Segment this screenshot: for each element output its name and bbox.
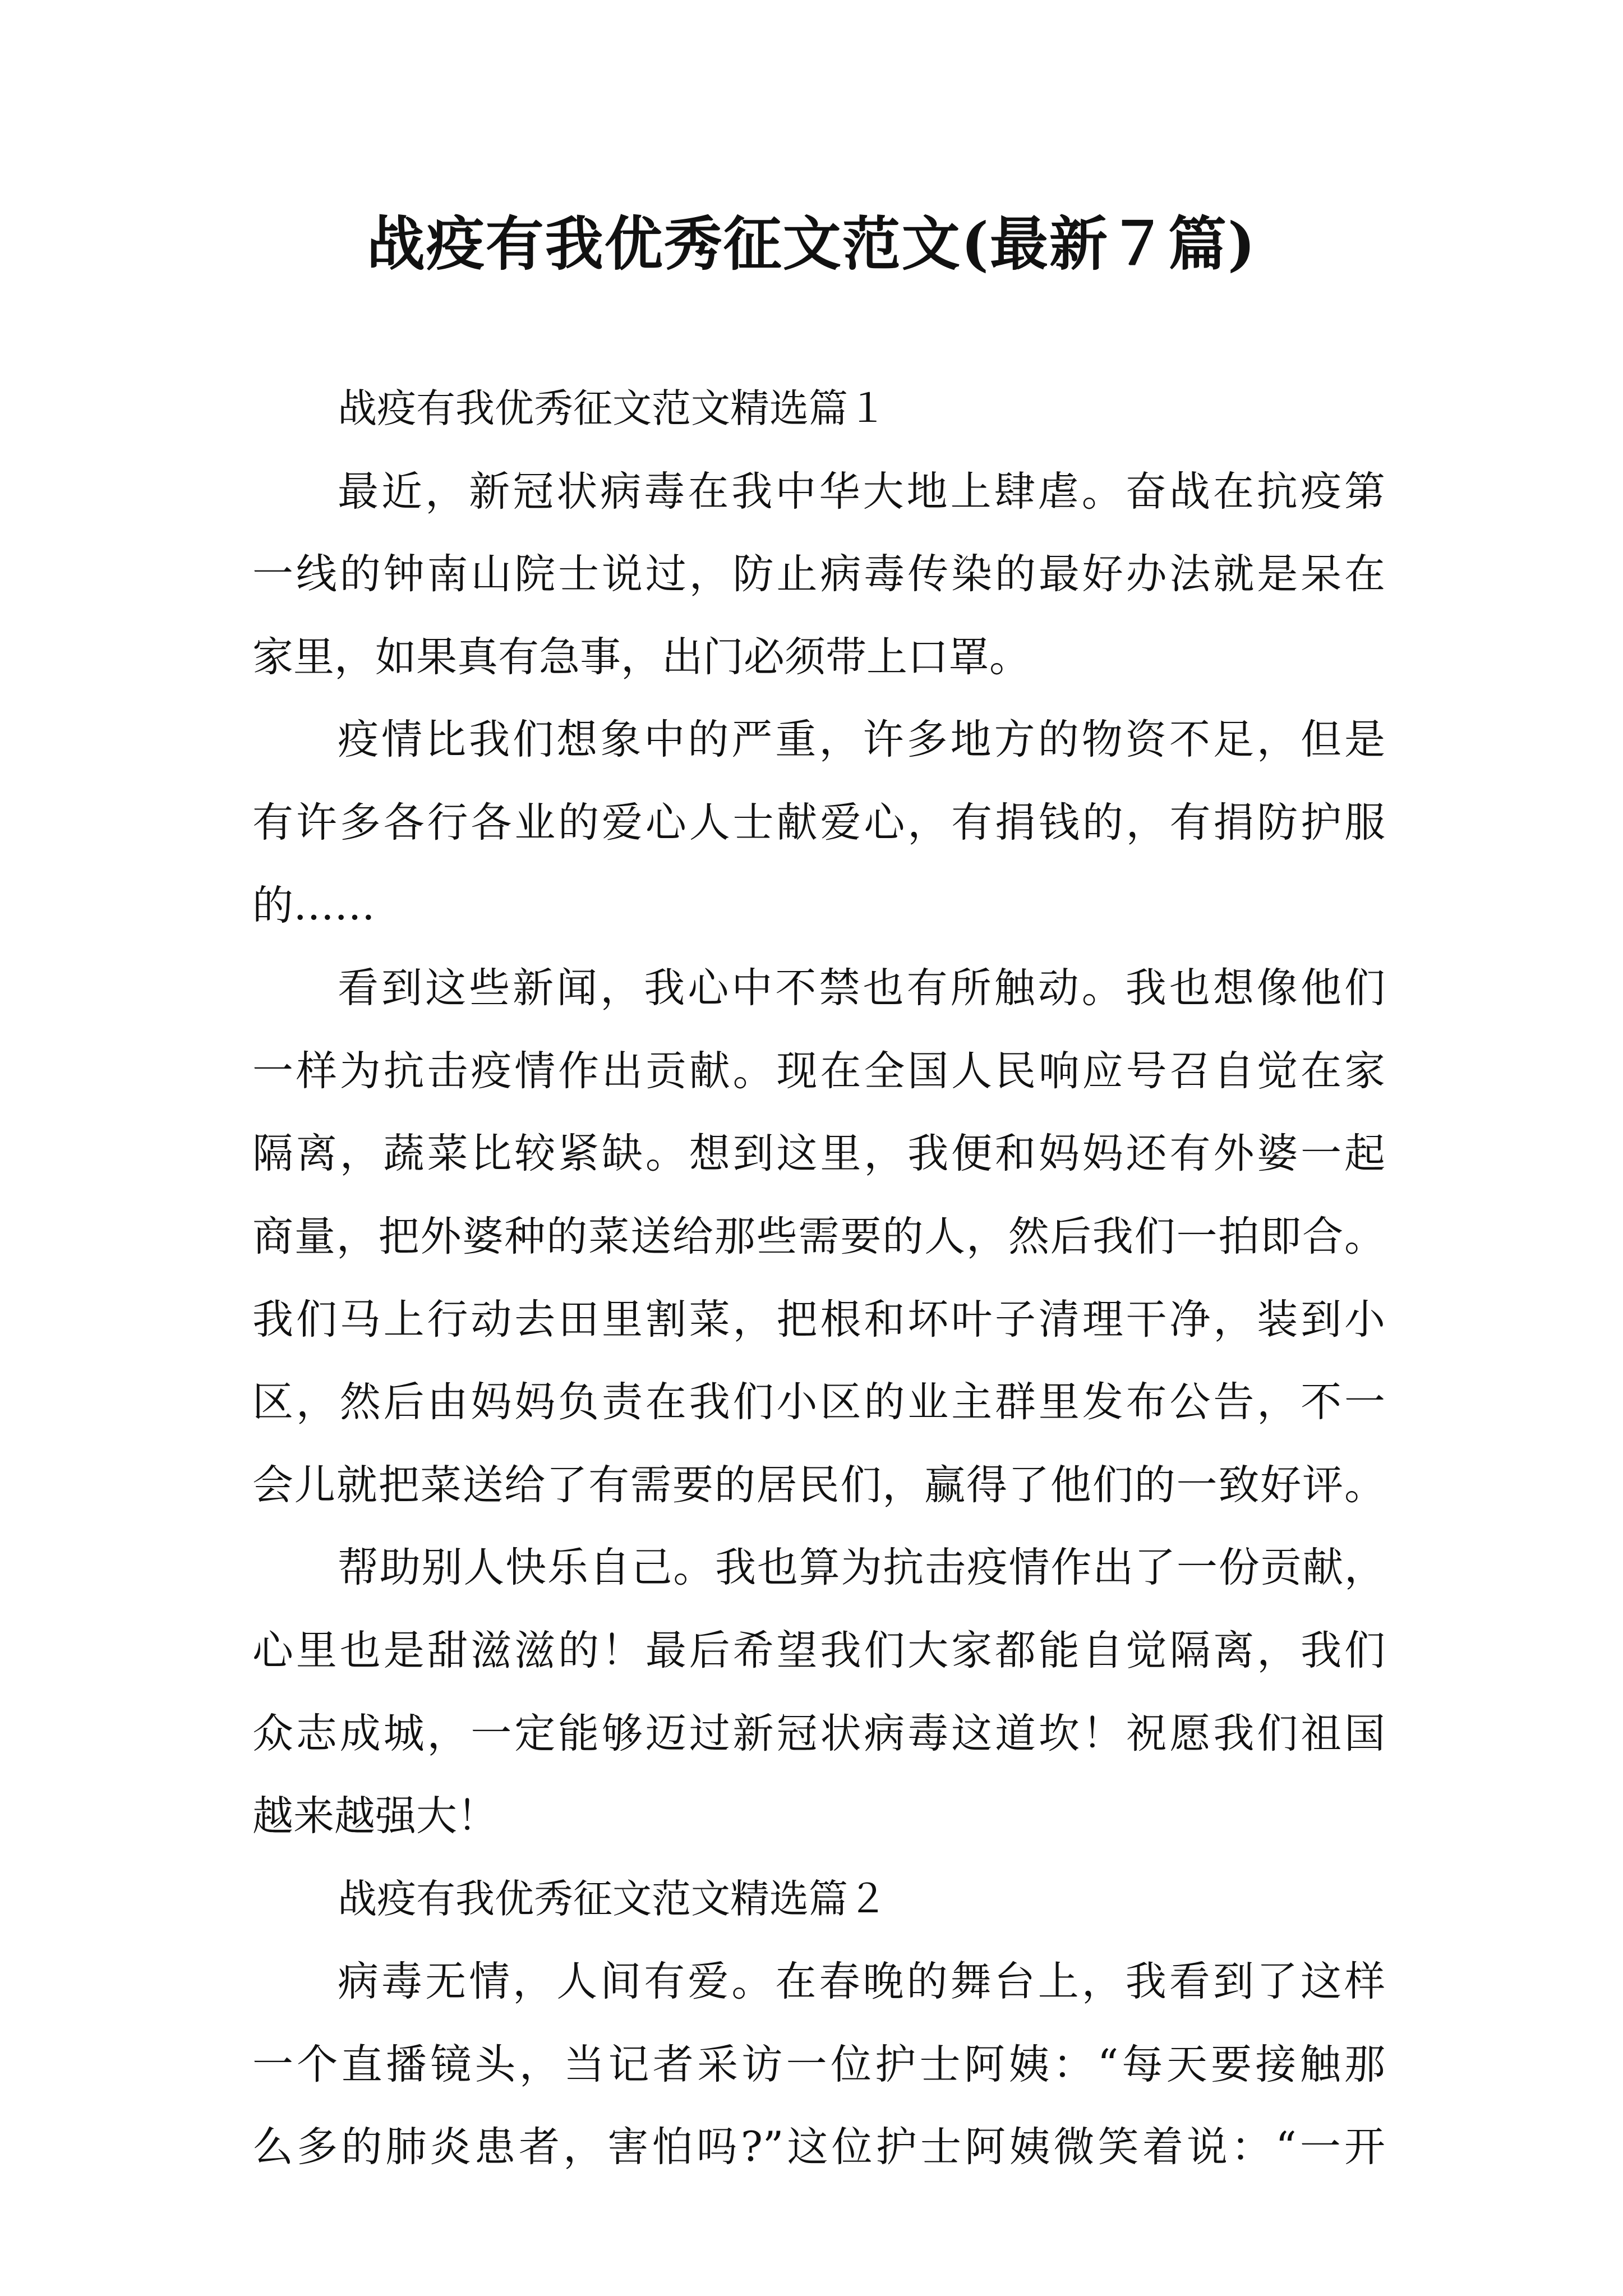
paragraph-line: 一线的钟南山院士说过，防止病毒传染的最好办法就是呆在 (252, 550, 1385, 599)
paragraph-line: 隔离，蔬菜比较紧缺。想到这里，我便和妈妈还有外婆一起 (252, 1130, 1385, 1178)
paragraph-line: 帮助别人快乐自己。我也算为抗击疫情作出了一份贡献， (338, 1544, 1385, 1592)
paragraph-line: 病毒无情，人间有爱。在春晚的舞台上，我看到了这样 (338, 1958, 1385, 2006)
section-heading-2: 战疫有我优秀征文范文精选篇２ (338, 1875, 887, 1922)
paragraph-line: 么多的肺炎患者，害怕吗?”这位护士阿姨微笑着说：“一开 (252, 2123, 1385, 2171)
paragraph-line: 心里也是甜滋滋的！最后希望我们大家都能自觉隔离，我们 (252, 1626, 1385, 1674)
paragraph-line: 商量，把外婆种的菜送给那些需要的人，然后我们一拍即合。 (252, 1212, 1385, 1260)
paragraph-line: 疫情比我们想象中的严重，许多地方的物资不足，但是 (338, 716, 1385, 764)
paragraph-line: 一个直播镜头，当记者采访一位护士阿姨：“每天要接触那 (252, 2040, 1385, 2088)
paragraph-line: 越来越强大！ (252, 1792, 498, 1841)
paragraph-line: 一样为抗击疫情作出贡献。现在全国人民响应号召自觉在家 (252, 1047, 1385, 1095)
paragraph-line: 家里，如果真有急事，出门必须带上口罩。 (252, 633, 1030, 681)
section-heading-1: 战疫有我优秀征文范文精选篇１ (338, 385, 887, 431)
paragraph-line: 区，然后由妈妈负责在我们小区的业主群里发布公告，不一 (252, 1378, 1385, 1427)
document-body (252, 367, 1385, 2189)
paragraph-line: 有许多各行各业的爱心人士献爱心，有捐钱的，有捐防护服 (252, 798, 1385, 846)
paragraph-line: 的…… (252, 881, 375, 930)
paragraph-line: 看到这些新闻，我心中不禁也有所触动。我也想像他们 (338, 964, 1385, 1013)
paragraph-line: 会儿就把菜送给了有需要的居民们，赢得了他们的一致好评。 (252, 1461, 1385, 1509)
paragraph-line: 众志成城，一定能够迈过新冠状病毒这道坎！祝愿我们祖国 (252, 1709, 1385, 1757)
paragraph-line: 最近，新冠状病毒在我中华大地上肆虐。奋战在抗疫第 (338, 467, 1385, 516)
document-title: 战疫有我优秀征文范文(最新７篇) (366, 209, 1257, 278)
paragraph-line: 我们马上行动去田里割菜，把根和坏叶子清理干净，装到小 (252, 1295, 1385, 1343)
